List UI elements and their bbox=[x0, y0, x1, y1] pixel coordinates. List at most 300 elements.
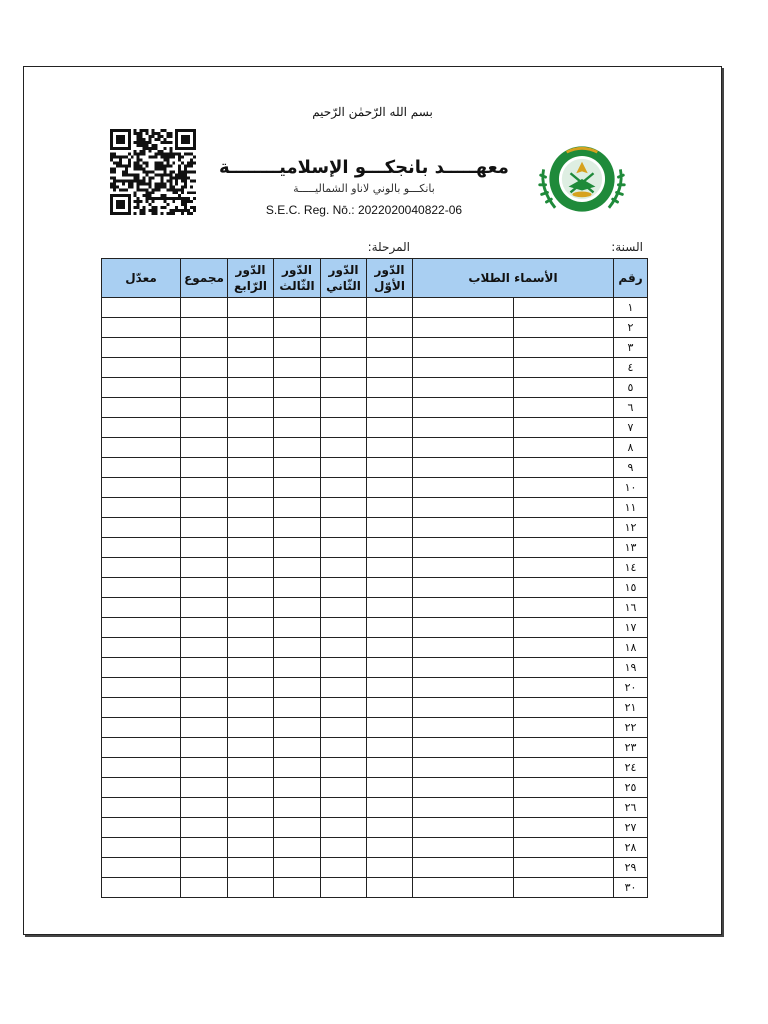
average-cell[interactable] bbox=[102, 498, 181, 518]
row-number: ١٠ bbox=[614, 478, 648, 498]
term1-cell[interactable] bbox=[367, 658, 413, 678]
term1-cell[interactable] bbox=[367, 818, 413, 838]
total-cell[interactable] bbox=[181, 618, 228, 638]
term2-cell[interactable] bbox=[321, 818, 367, 838]
average-cell[interactable] bbox=[102, 598, 181, 618]
name-cell-a[interactable] bbox=[514, 578, 614, 598]
name-cell-b[interactable] bbox=[413, 558, 514, 578]
row-number: ٣٠ bbox=[614, 878, 648, 898]
term1-cell[interactable] bbox=[367, 618, 413, 638]
qr-code-icon bbox=[108, 129, 198, 215]
total-cell[interactable] bbox=[181, 518, 228, 538]
term4-cell[interactable] bbox=[228, 538, 274, 558]
total-cell[interactable] bbox=[181, 858, 228, 878]
term4-cell[interactable] bbox=[228, 818, 274, 838]
term4-cell[interactable] bbox=[228, 738, 274, 758]
name-cell-b[interactable] bbox=[413, 318, 514, 338]
term3-cell[interactable] bbox=[274, 698, 321, 718]
term3-cell[interactable] bbox=[274, 778, 321, 798]
name-cell-b[interactable] bbox=[413, 878, 514, 898]
table-row bbox=[102, 578, 648, 598]
term2-cell[interactable] bbox=[321, 718, 367, 738]
total-cell[interactable] bbox=[181, 798, 228, 818]
average-cell[interactable] bbox=[102, 558, 181, 578]
name-cell-b[interactable] bbox=[413, 758, 514, 778]
name-cell-a[interactable] bbox=[514, 338, 614, 358]
name-cell-a[interactable] bbox=[514, 498, 614, 518]
name-cell-a[interactable] bbox=[514, 318, 614, 338]
name-cell-b[interactable] bbox=[413, 618, 514, 638]
name-cell-b[interactable] bbox=[413, 698, 514, 718]
term1-cell[interactable] bbox=[367, 678, 413, 698]
col-header-term1: الدّور الأوّل bbox=[367, 259, 413, 298]
total-cell[interactable] bbox=[181, 758, 228, 778]
term4-cell[interactable] bbox=[228, 458, 274, 478]
name-cell-a[interactable] bbox=[514, 418, 614, 438]
term2-cell[interactable] bbox=[321, 518, 367, 538]
term1-cell[interactable] bbox=[367, 318, 413, 338]
row-number: ١٥ bbox=[614, 578, 648, 598]
term2-cell[interactable] bbox=[321, 438, 367, 458]
average-cell[interactable] bbox=[102, 678, 181, 698]
name-cell-a[interactable] bbox=[514, 858, 614, 878]
row-number: ١ bbox=[614, 298, 648, 318]
term2-cell[interactable] bbox=[321, 558, 367, 578]
term2-cell[interactable] bbox=[321, 638, 367, 658]
total-cell[interactable] bbox=[181, 298, 228, 318]
institute-address: بانكـــو بالوني لاناو الشماليـــــة bbox=[293, 182, 435, 195]
name-cell-a[interactable] bbox=[514, 838, 614, 858]
term4-cell[interactable] bbox=[228, 778, 274, 798]
term3-cell[interactable] bbox=[274, 398, 321, 418]
average-cell[interactable] bbox=[102, 438, 181, 458]
term3-cell[interactable] bbox=[274, 378, 321, 398]
row-number: ١٦ bbox=[614, 598, 648, 618]
term2-cell[interactable] bbox=[321, 498, 367, 518]
term1-cell[interactable] bbox=[367, 358, 413, 378]
col-header-student-names: الأسماء الطلاب bbox=[413, 259, 614, 298]
average-cell[interactable] bbox=[102, 698, 181, 718]
term1-cell[interactable] bbox=[367, 558, 413, 578]
term1-cell[interactable] bbox=[367, 418, 413, 438]
average-cell[interactable] bbox=[102, 458, 181, 478]
term2-cell[interactable] bbox=[321, 398, 367, 418]
average-cell[interactable] bbox=[102, 358, 181, 378]
term2-cell[interactable] bbox=[321, 858, 367, 878]
term1-cell[interactable] bbox=[367, 478, 413, 498]
term2-cell[interactable] bbox=[321, 738, 367, 758]
name-cell-b[interactable] bbox=[413, 538, 514, 558]
row-number: ١٣ bbox=[614, 538, 648, 558]
row-number: ٩ bbox=[614, 458, 648, 478]
term4-cell[interactable] bbox=[228, 618, 274, 638]
name-cell-b[interactable] bbox=[413, 518, 514, 538]
row-number: ٢٨ bbox=[614, 838, 648, 858]
name-cell-b[interactable] bbox=[413, 718, 514, 738]
term3-cell[interactable] bbox=[274, 498, 321, 518]
term2-cell[interactable] bbox=[321, 358, 367, 378]
term1-cell[interactable] bbox=[367, 538, 413, 558]
table-row bbox=[102, 298, 648, 318]
name-cell-b[interactable] bbox=[413, 298, 514, 318]
table-row bbox=[102, 598, 648, 618]
name-cell-b[interactable] bbox=[413, 638, 514, 658]
term3-cell[interactable] bbox=[274, 718, 321, 738]
total-cell[interactable] bbox=[181, 318, 228, 338]
term1-cell[interactable] bbox=[367, 858, 413, 878]
total-cell[interactable] bbox=[181, 558, 228, 578]
table-row bbox=[102, 838, 648, 858]
row-number: ٢٦ bbox=[614, 798, 648, 818]
name-cell-b[interactable] bbox=[413, 358, 514, 378]
average-cell[interactable] bbox=[102, 478, 181, 498]
row-number: ١١ bbox=[614, 498, 648, 518]
name-cell-a[interactable] bbox=[514, 778, 614, 798]
total-cell[interactable] bbox=[181, 438, 228, 458]
name-cell-b[interactable] bbox=[413, 658, 514, 678]
table-row bbox=[102, 738, 648, 758]
total-cell[interactable] bbox=[181, 458, 228, 478]
name-cell-b[interactable] bbox=[413, 418, 514, 438]
average-cell[interactable] bbox=[102, 878, 181, 898]
term4-cell[interactable] bbox=[228, 378, 274, 398]
name-cell-a[interactable] bbox=[514, 818, 614, 838]
term4-cell[interactable] bbox=[228, 358, 274, 378]
row-number: ٢٥ bbox=[614, 778, 648, 798]
name-cell-a[interactable] bbox=[514, 438, 614, 458]
term3-cell[interactable] bbox=[274, 478, 321, 498]
term2-cell[interactable] bbox=[321, 538, 367, 558]
name-cell-a[interactable] bbox=[514, 638, 614, 658]
term1-cell[interactable] bbox=[367, 878, 413, 898]
term2-cell[interactable] bbox=[321, 678, 367, 698]
table-row bbox=[102, 378, 648, 398]
term3-cell[interactable] bbox=[274, 858, 321, 878]
table-row bbox=[102, 318, 648, 338]
term1-cell[interactable] bbox=[367, 598, 413, 618]
total-cell[interactable] bbox=[181, 378, 228, 398]
table-row bbox=[102, 818, 648, 838]
name-cell-a[interactable] bbox=[514, 618, 614, 638]
average-cell[interactable] bbox=[102, 418, 181, 438]
total-cell[interactable] bbox=[181, 478, 228, 498]
name-cell-a[interactable] bbox=[514, 458, 614, 478]
term2-cell[interactable] bbox=[321, 578, 367, 598]
name-cell-a[interactable] bbox=[514, 878, 614, 898]
name-cell-b[interactable] bbox=[413, 778, 514, 798]
col-header-term2: الدّور الثّاني bbox=[321, 259, 367, 298]
term3-cell[interactable] bbox=[274, 538, 321, 558]
name-cell-b[interactable] bbox=[413, 858, 514, 878]
stage-label: المرحلة: bbox=[367, 240, 410, 254]
term1-cell[interactable] bbox=[367, 638, 413, 658]
term2-cell[interactable] bbox=[321, 778, 367, 798]
term4-cell[interactable] bbox=[228, 758, 274, 778]
name-cell-b[interactable] bbox=[413, 818, 514, 838]
table-row bbox=[102, 518, 648, 538]
term3-cell[interactable] bbox=[274, 598, 321, 618]
term2-cell[interactable] bbox=[321, 878, 367, 898]
row-number: ٨ bbox=[614, 438, 648, 458]
total-cell[interactable] bbox=[181, 778, 228, 798]
table-row bbox=[102, 858, 648, 878]
table-row bbox=[102, 498, 648, 518]
average-cell[interactable] bbox=[102, 378, 181, 398]
name-cell-a[interactable] bbox=[514, 718, 614, 738]
row-number: ٢٧ bbox=[614, 818, 648, 838]
term2-cell[interactable] bbox=[321, 378, 367, 398]
term3-cell[interactable] bbox=[274, 638, 321, 658]
term4-cell[interactable] bbox=[228, 578, 274, 598]
row-number: ٢٢ bbox=[614, 718, 648, 738]
term1-cell[interactable] bbox=[367, 798, 413, 818]
total-cell[interactable] bbox=[181, 358, 228, 378]
term4-cell[interactable] bbox=[228, 718, 274, 738]
term2-cell[interactable] bbox=[321, 298, 367, 318]
term1-cell[interactable] bbox=[367, 398, 413, 418]
average-cell[interactable] bbox=[102, 818, 181, 838]
term4-cell[interactable] bbox=[228, 298, 274, 318]
term1-cell[interactable] bbox=[367, 778, 413, 798]
term1-cell[interactable] bbox=[367, 378, 413, 398]
name-cell-a[interactable] bbox=[514, 678, 614, 698]
term2-cell[interactable] bbox=[321, 658, 367, 678]
average-cell[interactable] bbox=[102, 538, 181, 558]
total-cell[interactable] bbox=[181, 838, 228, 858]
table-row bbox=[102, 458, 648, 478]
row-number: ١٨ bbox=[614, 638, 648, 658]
term2-cell[interactable] bbox=[321, 758, 367, 778]
total-cell[interactable] bbox=[181, 638, 228, 658]
name-cell-b[interactable] bbox=[413, 478, 514, 498]
name-cell-a[interactable] bbox=[514, 758, 614, 778]
term3-cell[interactable] bbox=[274, 558, 321, 578]
col-header-number: رقم bbox=[614, 259, 648, 298]
term3-cell[interactable] bbox=[274, 418, 321, 438]
term4-cell[interactable] bbox=[228, 518, 274, 538]
total-cell[interactable] bbox=[181, 598, 228, 618]
term2-cell[interactable] bbox=[321, 618, 367, 638]
term3-cell[interactable] bbox=[274, 338, 321, 358]
col-header-total: مجموع bbox=[181, 259, 228, 298]
institute-seal-logo bbox=[534, 131, 630, 227]
term4-cell[interactable] bbox=[228, 418, 274, 438]
term3-cell[interactable] bbox=[274, 738, 321, 758]
average-cell[interactable] bbox=[102, 838, 181, 858]
row-number: ١٩ bbox=[614, 658, 648, 678]
term1-cell[interactable] bbox=[367, 838, 413, 858]
term2-cell[interactable] bbox=[321, 838, 367, 858]
total-cell[interactable] bbox=[181, 818, 228, 838]
term2-cell[interactable] bbox=[321, 318, 367, 338]
table-row bbox=[102, 638, 648, 658]
total-cell[interactable] bbox=[181, 718, 228, 738]
table-row bbox=[102, 678, 648, 698]
name-cell-b[interactable] bbox=[413, 458, 514, 478]
total-cell[interactable] bbox=[181, 498, 228, 518]
term4-cell[interactable] bbox=[228, 638, 274, 658]
term3-cell[interactable] bbox=[274, 518, 321, 538]
total-cell[interactable] bbox=[181, 878, 228, 898]
name-cell-a[interactable] bbox=[514, 738, 614, 758]
table-row bbox=[102, 478, 648, 498]
col-header-term3: الدّور الثّالث bbox=[274, 259, 321, 298]
term1-cell[interactable] bbox=[367, 738, 413, 758]
term1-cell[interactable] bbox=[367, 458, 413, 478]
institute-name: معهـــــد بانجكـــو الإسلاميــــــــة bbox=[219, 157, 509, 178]
term4-cell[interactable] bbox=[228, 498, 274, 518]
average-cell[interactable] bbox=[102, 298, 181, 318]
name-cell-a[interactable] bbox=[514, 558, 614, 578]
average-cell[interactable] bbox=[102, 578, 181, 598]
table-row bbox=[102, 758, 648, 778]
average-cell[interactable] bbox=[102, 738, 181, 758]
term1-cell[interactable] bbox=[367, 518, 413, 538]
name-cell-a[interactable] bbox=[514, 478, 614, 498]
term2-cell[interactable] bbox=[321, 418, 367, 438]
table-row bbox=[102, 878, 648, 898]
name-cell-a[interactable] bbox=[514, 698, 614, 718]
name-cell-a[interactable] bbox=[514, 378, 614, 398]
name-cell-b[interactable] bbox=[413, 838, 514, 858]
row-number: ٣ bbox=[614, 338, 648, 358]
row-number: ٢٣ bbox=[614, 738, 648, 758]
term2-cell[interactable] bbox=[321, 598, 367, 618]
name-cell-b[interactable] bbox=[413, 578, 514, 598]
term4-cell[interactable] bbox=[228, 398, 274, 418]
average-cell[interactable] bbox=[102, 718, 181, 738]
table-row bbox=[102, 618, 648, 638]
name-cell-b[interactable] bbox=[413, 438, 514, 458]
table-row bbox=[102, 438, 648, 458]
total-cell[interactable] bbox=[181, 678, 228, 698]
term4-cell[interactable] bbox=[228, 658, 274, 678]
term4-cell[interactable] bbox=[228, 798, 274, 818]
name-cell-a[interactable] bbox=[514, 398, 614, 418]
table-row bbox=[102, 698, 648, 718]
table-row bbox=[102, 718, 648, 738]
term3-cell[interactable] bbox=[274, 678, 321, 698]
total-cell[interactable] bbox=[181, 338, 228, 358]
total-cell[interactable] bbox=[181, 658, 228, 678]
name-cell-b[interactable] bbox=[413, 598, 514, 618]
name-cell-b[interactable] bbox=[413, 378, 514, 398]
total-cell[interactable] bbox=[181, 578, 228, 598]
name-cell-a[interactable] bbox=[514, 598, 614, 618]
name-cell-a[interactable] bbox=[514, 518, 614, 538]
registration-number: S.E.C. Reg. Nō.: 2022020040822-06 bbox=[265, 203, 463, 217]
term2-cell[interactable] bbox=[321, 698, 367, 718]
term4-cell[interactable] bbox=[228, 698, 274, 718]
row-number: ١٢ bbox=[614, 518, 648, 538]
term2-cell[interactable] bbox=[321, 798, 367, 818]
term1-cell[interactable] bbox=[367, 438, 413, 458]
term4-cell[interactable] bbox=[228, 438, 274, 458]
term3-cell[interactable] bbox=[274, 298, 321, 318]
term1-cell[interactable] bbox=[367, 578, 413, 598]
row-number: ٦ bbox=[614, 398, 648, 418]
total-cell[interactable] bbox=[181, 538, 228, 558]
name-cell-b[interactable] bbox=[413, 798, 514, 818]
term3-cell[interactable] bbox=[274, 798, 321, 818]
row-number: ٧ bbox=[614, 418, 648, 438]
term4-cell[interactable] bbox=[228, 338, 274, 358]
row-number: ١٤ bbox=[614, 558, 648, 578]
term4-cell[interactable] bbox=[228, 318, 274, 338]
average-cell[interactable] bbox=[102, 798, 181, 818]
term4-cell[interactable] bbox=[228, 598, 274, 618]
average-cell[interactable] bbox=[102, 318, 181, 338]
name-cell-a[interactable] bbox=[514, 298, 614, 318]
term2-cell[interactable] bbox=[321, 478, 367, 498]
term3-cell[interactable] bbox=[274, 458, 321, 478]
term4-cell[interactable] bbox=[228, 678, 274, 698]
name-cell-b[interactable] bbox=[413, 398, 514, 418]
term3-cell[interactable] bbox=[274, 438, 321, 458]
name-cell-b[interactable] bbox=[413, 338, 514, 358]
name-cell-a[interactable] bbox=[514, 358, 614, 378]
term1-cell[interactable] bbox=[367, 698, 413, 718]
term4-cell[interactable] bbox=[228, 878, 274, 898]
term2-cell[interactable] bbox=[321, 338, 367, 358]
term1-cell[interactable] bbox=[367, 718, 413, 738]
total-cell[interactable] bbox=[181, 418, 228, 438]
average-cell[interactable] bbox=[102, 658, 181, 678]
term3-cell[interactable] bbox=[274, 758, 321, 778]
row-number: ٢٩ bbox=[614, 858, 648, 878]
name-cell-a[interactable] bbox=[514, 798, 614, 818]
term4-cell[interactable] bbox=[228, 838, 274, 858]
name-cell-b[interactable] bbox=[413, 738, 514, 758]
term3-cell[interactable] bbox=[274, 318, 321, 338]
total-cell[interactable] bbox=[181, 398, 228, 418]
total-cell[interactable] bbox=[181, 698, 228, 718]
table-row bbox=[102, 358, 648, 378]
average-cell[interactable] bbox=[102, 638, 181, 658]
term3-cell[interactable] bbox=[274, 658, 321, 678]
table-row bbox=[102, 798, 648, 818]
name-cell-a[interactable] bbox=[514, 538, 614, 558]
term4-cell[interactable] bbox=[228, 558, 274, 578]
term3-cell[interactable] bbox=[274, 618, 321, 638]
term3-cell[interactable] bbox=[274, 818, 321, 838]
term1-cell[interactable] bbox=[367, 338, 413, 358]
average-cell[interactable] bbox=[102, 778, 181, 798]
name-cell-b[interactable] bbox=[413, 498, 514, 518]
term3-cell[interactable] bbox=[274, 578, 321, 598]
term1-cell[interactable] bbox=[367, 298, 413, 318]
average-cell[interactable] bbox=[102, 618, 181, 638]
average-cell[interactable] bbox=[102, 518, 181, 538]
average-cell[interactable] bbox=[102, 858, 181, 878]
term2-cell[interactable] bbox=[321, 458, 367, 478]
row-number: ٢٠ bbox=[614, 678, 648, 698]
term3-cell[interactable] bbox=[274, 878, 321, 898]
average-cell[interactable] bbox=[102, 758, 181, 778]
average-cell[interactable] bbox=[102, 398, 181, 418]
term3-cell[interactable] bbox=[274, 358, 321, 378]
total-cell[interactable] bbox=[181, 738, 228, 758]
average-cell[interactable] bbox=[102, 338, 181, 358]
term4-cell[interactable] bbox=[228, 478, 274, 498]
term3-cell[interactable] bbox=[274, 838, 321, 858]
name-cell-b[interactable] bbox=[413, 678, 514, 698]
term4-cell[interactable] bbox=[228, 858, 274, 878]
year-label: السنة: bbox=[611, 240, 643, 254]
term1-cell[interactable] bbox=[367, 498, 413, 518]
term1-cell[interactable] bbox=[367, 758, 413, 778]
name-cell-a[interactable] bbox=[514, 658, 614, 678]
